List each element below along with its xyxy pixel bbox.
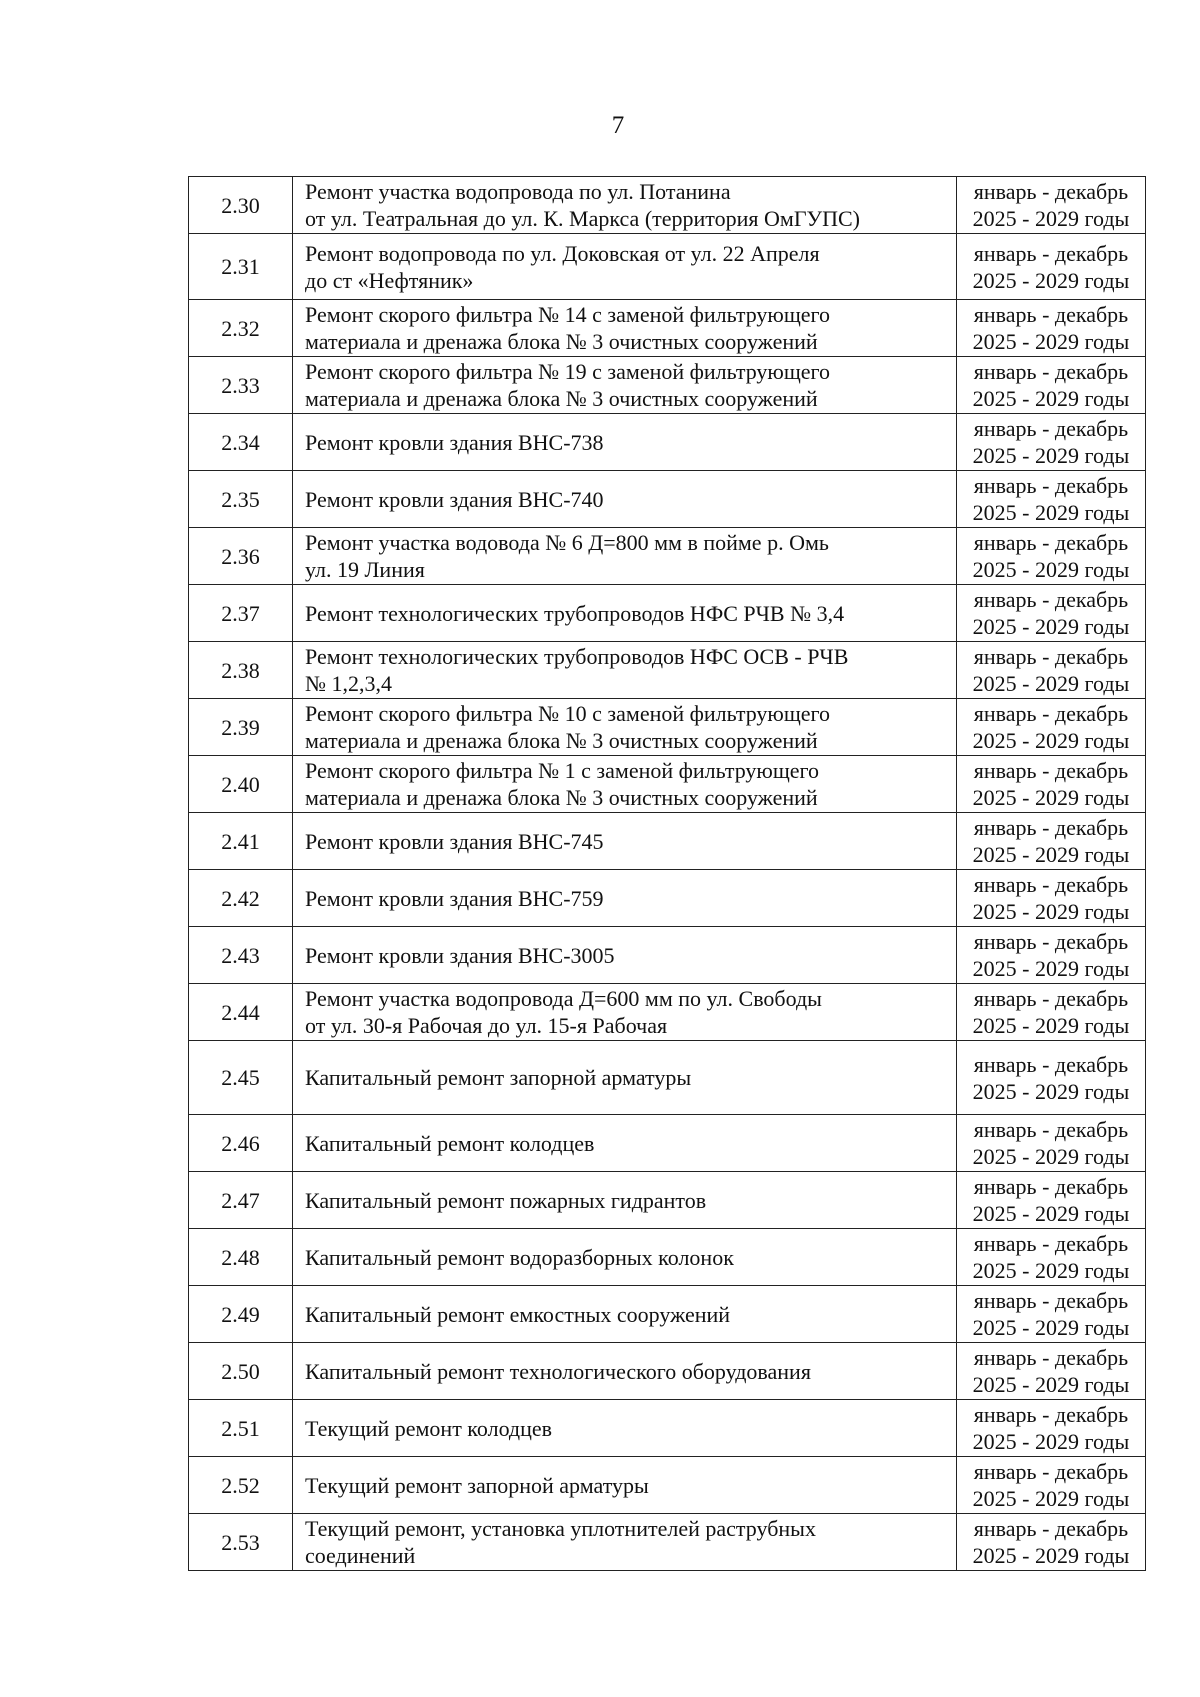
- description-line: Ремонт технологических трубопроводов НФС ОСВ - РЧВ: [305, 644, 849, 669]
- period-months: январь - декабрь: [973, 872, 1129, 897]
- item-period: [957, 642, 1146, 699]
- table-row: [189, 1457, 1146, 1514]
- period-years: 2025 - 2029 годы: [972, 785, 1130, 810]
- description-line: Ремонт участка водопровода Д=600 мм по ул. Свободы: [305, 986, 822, 1011]
- description-line: Ремонт технологических трубопроводов НФС РЧВ № 3,4: [305, 600, 845, 626]
- period-years: 2025 - 2029 годы: [972, 671, 1130, 696]
- period-years: 2025 - 2029 годы: [972, 1144, 1130, 1169]
- item-period: [957, 1115, 1146, 1172]
- table-row: [189, 1115, 1146, 1172]
- item-description: [293, 234, 957, 300]
- period-months: январь - декабрь: [973, 1051, 1129, 1077]
- period-years: 2025 - 2029 годы: [972, 1258, 1130, 1283]
- item-number: 2.36: [189, 528, 293, 585]
- item-number: 2.46: [189, 1115, 293, 1172]
- period-years: 2025 - 2029 годы: [972, 329, 1130, 354]
- item-description: [293, 300, 957, 357]
- description-line: соединений: [305, 1543, 416, 1568]
- item-period: [957, 1343, 1146, 1400]
- period-months: январь - декабрь: [973, 1288, 1129, 1313]
- description-line: Ремонт кровли здания ВНС-759: [305, 885, 604, 911]
- item-description: [293, 528, 957, 585]
- item-number: 2.43: [189, 927, 293, 984]
- item-period: [957, 1457, 1146, 1514]
- description-line: № 1,2,3,4: [305, 671, 392, 696]
- period-years: 2025 - 2029 годы: [972, 1315, 1130, 1340]
- item-number: 2.50: [189, 1343, 293, 1400]
- item-period: [957, 1041, 1146, 1115]
- item-number: 2.44: [189, 984, 293, 1041]
- description-line: Капитальный ремонт запорной арматуры: [305, 1065, 692, 1090]
- description-line: Капитальный ремонт пожарных гидрантов: [305, 1187, 707, 1213]
- item-description: [293, 1229, 957, 1286]
- period-months: январь - декабрь: [973, 815, 1129, 840]
- item-period: [957, 585, 1146, 642]
- period-years: 2025 - 2029 годы: [972, 557, 1130, 582]
- item-number: 2.49: [189, 1286, 293, 1343]
- description-line: до ст «Нефтяник»: [305, 267, 474, 293]
- table-row: [189, 585, 1146, 642]
- repair-plan-table: [188, 176, 1146, 1571]
- period-years: 2025 - 2029 годы: [972, 1013, 1130, 1038]
- description-line: Ремонт водопровода по ул. Доковская от ул. 22 Апреля: [305, 240, 820, 266]
- item-period: [957, 234, 1146, 300]
- period-years: 2025 - 2029 годы: [972, 443, 1130, 468]
- item-description: [293, 1343, 957, 1400]
- description-line: Текущий ремонт колодцев: [305, 1415, 553, 1441]
- period-months: январь - декабрь: [973, 1231, 1129, 1256]
- table-row: [189, 870, 1146, 927]
- period-years: 2025 - 2029 годы: [972, 206, 1130, 231]
- item-number: 2.31: [189, 234, 293, 300]
- period-months: январь - декабрь: [973, 1402, 1129, 1427]
- period-months: январь - декабрь: [973, 1345, 1129, 1370]
- period-months: январь - декабрь: [973, 986, 1129, 1011]
- table-row: [189, 699, 1146, 756]
- item-number: 2.30: [189, 177, 293, 234]
- description-line: Ремонт скорого фильтра № 14 с заменой фильтрующего: [305, 302, 831, 327]
- period-years: 2025 - 2029 годы: [972, 1078, 1130, 1104]
- period-months: январь - декабрь: [973, 701, 1129, 726]
- table-row: [189, 1229, 1146, 1286]
- item-description: [293, 699, 957, 756]
- period-months: январь - декабрь: [973, 644, 1129, 669]
- table-body: [189, 177, 1146, 1571]
- item-period: [957, 300, 1146, 357]
- table-row: [189, 813, 1146, 870]
- table-row: [189, 984, 1146, 1041]
- table-row: [189, 357, 1146, 414]
- table-row: [189, 1286, 1146, 1343]
- description-line: Капитальный ремонт колодцев: [305, 1130, 595, 1156]
- item-number: 2.48: [189, 1229, 293, 1286]
- item-description: [293, 585, 957, 642]
- item-number: 2.32: [189, 300, 293, 357]
- period-years: 2025 - 2029 годы: [972, 1201, 1130, 1226]
- item-period: [957, 414, 1146, 471]
- item-period: [957, 1514, 1146, 1571]
- description-line: Ремонт участка водовода № 6 Д=800 мм в пойме р. Омь: [305, 530, 829, 555]
- item-period: [957, 528, 1146, 585]
- table-row: [189, 528, 1146, 585]
- period-years: 2025 - 2029 годы: [972, 500, 1130, 525]
- period-years: 2025 - 2029 годы: [972, 267, 1130, 293]
- page-number: 7: [611, 112, 625, 139]
- description-line: Текущий ремонт запорной арматуры: [305, 1472, 649, 1498]
- table-row: [189, 927, 1146, 984]
- period-months: январь - декабрь: [973, 1516, 1129, 1541]
- description-line: Ремонт скорого фильтра № 19 с заменой фильтрующего: [305, 359, 831, 384]
- description-line: от ул. Театральная до ул. К. Маркса (территория ОмГУПС): [305, 206, 861, 231]
- item-description: [293, 471, 957, 528]
- period-months: январь - декабрь: [973, 1117, 1129, 1142]
- description-line: Ремонт кровли здания ВНС-740: [305, 486, 604, 512]
- period-years: 2025 - 2029 годы: [972, 842, 1130, 867]
- item-period: [957, 870, 1146, 927]
- item-description: [293, 1115, 957, 1172]
- table-row: [189, 234, 1146, 300]
- item-period: [957, 1172, 1146, 1229]
- item-number: 2.33: [189, 357, 293, 414]
- table-row: [189, 1041, 1146, 1115]
- item-period: [957, 1400, 1146, 1457]
- period-years: 2025 - 2029 годы: [972, 614, 1130, 639]
- description-line: Текущий ремонт, установка уплотнителей раструбных: [305, 1516, 816, 1541]
- item-period: [957, 699, 1146, 756]
- item-number: 2.38: [189, 642, 293, 699]
- period-years: 2025 - 2029 годы: [972, 1372, 1130, 1397]
- period-years: 2025 - 2029 годы: [972, 728, 1130, 753]
- period-months: январь - декабрь: [973, 587, 1129, 612]
- item-description: [293, 177, 957, 234]
- period-months: январь - декабрь: [973, 758, 1129, 783]
- item-description: [293, 984, 957, 1041]
- item-period: [957, 1286, 1146, 1343]
- table-row: [189, 1514, 1146, 1571]
- item-number: 2.42: [189, 870, 293, 927]
- period-months: январь - декабрь: [973, 416, 1129, 441]
- period-years: 2025 - 2029 годы: [972, 1543, 1130, 1568]
- period-years: 2025 - 2029 годы: [972, 956, 1130, 981]
- item-number: 2.39: [189, 699, 293, 756]
- period-months: январь - декабрь: [973, 302, 1129, 327]
- description-line: ул. 19 Линия: [305, 557, 425, 582]
- item-description: [293, 1286, 957, 1343]
- period-years: 2025 - 2029 годы: [972, 899, 1130, 924]
- item-description: [293, 642, 957, 699]
- table-row: [189, 1172, 1146, 1229]
- description-line: Ремонт скорого фильтра № 1 с заменой фильтрующего: [305, 758, 820, 783]
- period-months: январь - декабрь: [973, 179, 1129, 204]
- item-number: 2.41: [189, 813, 293, 870]
- item-period: [957, 1229, 1146, 1286]
- item-description: [293, 813, 957, 870]
- description-line: Капитальный ремонт емкостных сооружений: [305, 1301, 731, 1327]
- period-years: 2025 - 2029 годы: [972, 1429, 1130, 1454]
- description-line: Ремонт кровли здания ВНС-738: [305, 429, 604, 455]
- item-period: [957, 471, 1146, 528]
- period-months: январь - декабрь: [973, 359, 1129, 384]
- item-description: [293, 1400, 957, 1457]
- item-description: [293, 1172, 957, 1229]
- period-months: январь - декабрь: [973, 530, 1129, 555]
- item-number: 2.47: [189, 1172, 293, 1229]
- description-line: материала и дренажа блока № 3 очистных сооружений: [305, 329, 818, 354]
- table-row: [189, 414, 1146, 471]
- item-period: [957, 927, 1146, 984]
- table-row: [189, 177, 1146, 234]
- description-line: Ремонт скорого фильтра № 10 с заменой фильтрующего: [305, 701, 831, 726]
- item-period: [957, 357, 1146, 414]
- period-months: январь - декабрь: [973, 1459, 1129, 1484]
- item-description: [293, 1041, 957, 1115]
- table-row: [189, 1400, 1146, 1457]
- description-line: Капитальный ремонт водоразборных колонок: [305, 1244, 734, 1270]
- item-description: [293, 414, 957, 471]
- item-description: [293, 1514, 957, 1571]
- period-years: 2025 - 2029 годы: [972, 386, 1130, 411]
- description-line: Ремонт кровли здания ВНС-745: [305, 828, 604, 854]
- item-period: [957, 813, 1146, 870]
- description-line: материала и дренажа блока № 3 очистных сооружений: [305, 785, 818, 810]
- item-description: [293, 1457, 957, 1514]
- description-line: материала и дренажа блока № 3 очистных сооружений: [305, 728, 818, 753]
- item-number: 2.53: [189, 1514, 293, 1571]
- period-months: январь - декабрь: [973, 1174, 1129, 1199]
- period-months: январь - декабрь: [973, 929, 1129, 954]
- description-line: Капитальный ремонт технологического оборудования: [305, 1358, 811, 1384]
- item-description: [293, 927, 957, 984]
- item-period: [957, 756, 1146, 813]
- description-line: Ремонт участка водопровода по ул. Потанина: [305, 179, 731, 204]
- item-description: [293, 870, 957, 927]
- description-line: Ремонт кровли здания ВНС-3005: [305, 942, 615, 968]
- item-period: [957, 177, 1146, 234]
- table-row: [189, 471, 1146, 528]
- period-months: январь - декабрь: [973, 473, 1129, 498]
- item-number: 2.35: [189, 471, 293, 528]
- item-description: [293, 756, 957, 813]
- item-number: 2.40: [189, 756, 293, 813]
- item-number: 2.37: [189, 585, 293, 642]
- table-row: [189, 300, 1146, 357]
- description-line: материала и дренажа блока № 3 очистных сооружений: [305, 386, 818, 411]
- table-row: [189, 642, 1146, 699]
- item-number: 2.51: [189, 1400, 293, 1457]
- item-description: [293, 357, 957, 414]
- item-number: 2.34: [189, 414, 293, 471]
- description-line: от ул. 30-я Рабочая до ул. 15-я Рабочая: [305, 1013, 668, 1038]
- table-row: [189, 756, 1146, 813]
- item-number: 2.52: [189, 1457, 293, 1514]
- table-row: [189, 1343, 1146, 1400]
- item-period: [957, 984, 1146, 1041]
- period-years: 2025 - 2029 годы: [972, 1486, 1130, 1511]
- period-months: январь - декабрь: [973, 240, 1129, 266]
- item-number: 2.45: [189, 1041, 293, 1115]
